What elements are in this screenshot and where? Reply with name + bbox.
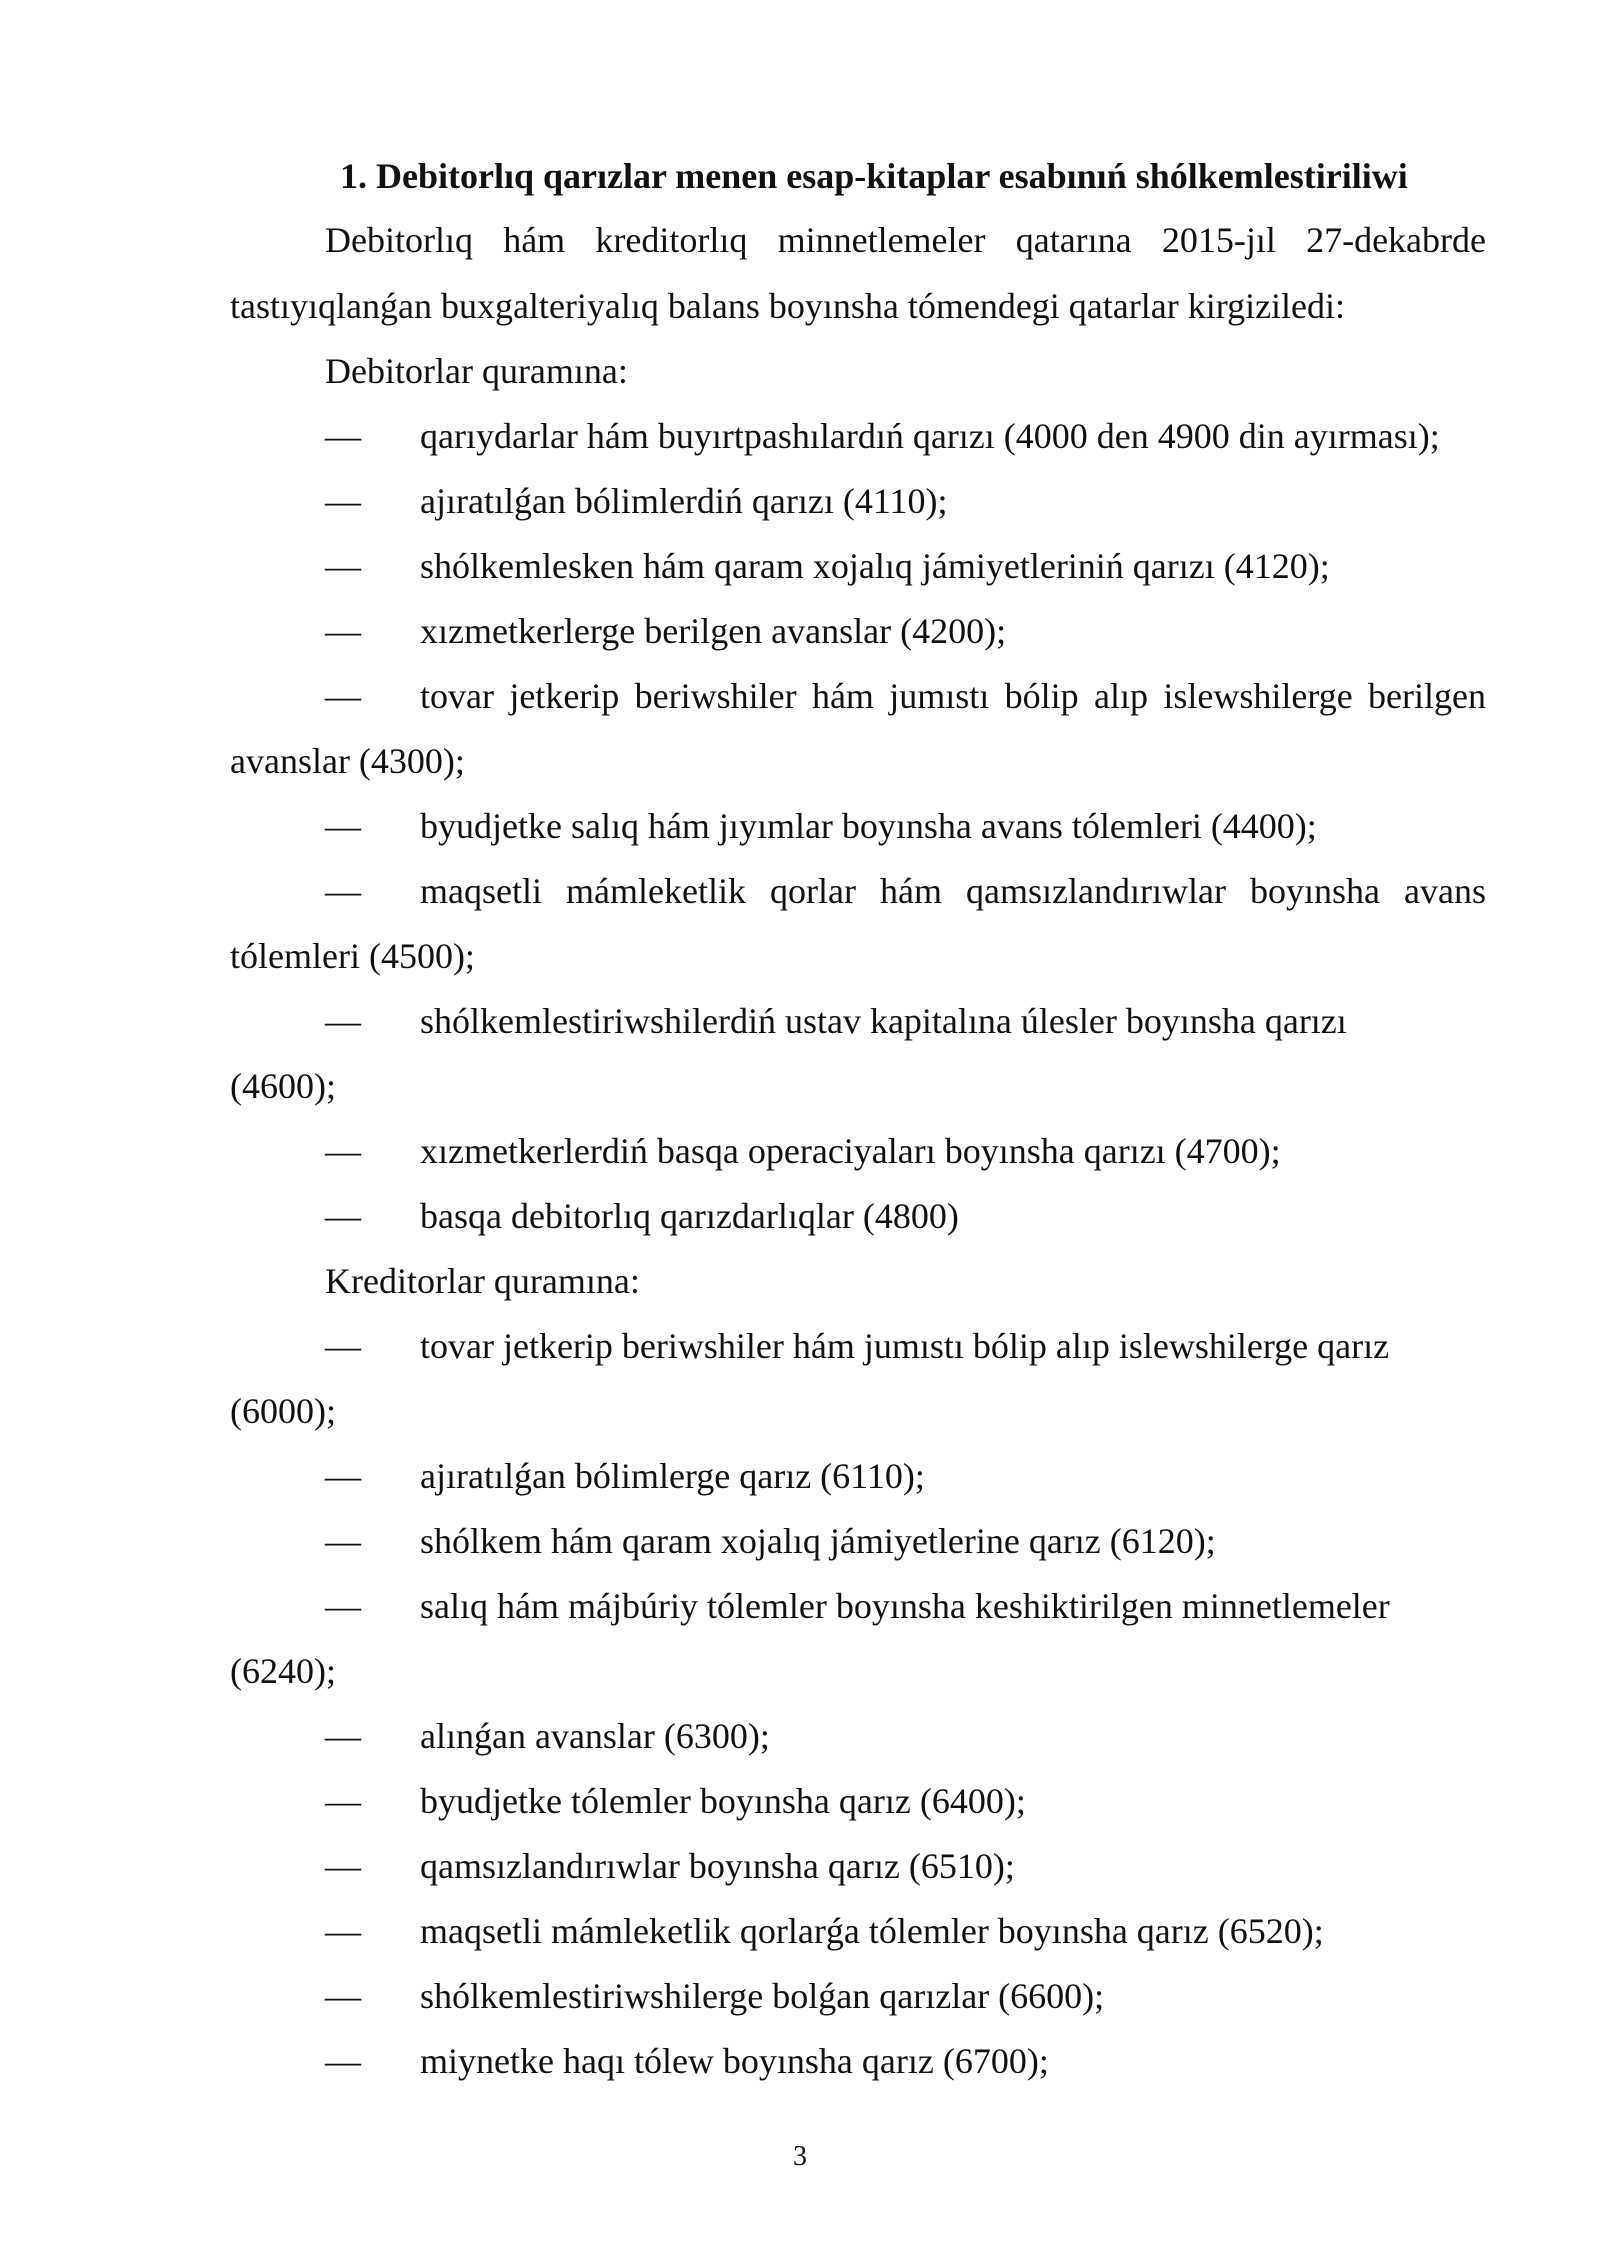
debtor-item: xızmetkerlerdiń basqa operaciyaları boyınsha qarızı (4700); [420,1131,1281,1171]
debtor-item: ajıratılǵan bólimlerdiń qarızı (4110); [420,481,948,521]
creditor-item: qamsızlandırıwlar boyınsha qarız (6510); [420,1846,1015,1886]
creditor-item: miynetke haqı tólew boyınsha qarız (6700); [420,2041,1049,2081]
debtor-item: qarıydarlar hám buyırtpashılardıń qarızı (4000 den 4900 din ayırması); [420,416,1440,456]
list-dash: — [325,1521,361,1561]
list-dash: — [325,1586,361,1626]
creditor-item: alınǵan avanslar (6300); [420,1716,770,1756]
debtor-item: maqsetli mámleketlik qorlar hám qamsızlandırıwlar boyınsha avans [420,871,1486,911]
list-dash: — [325,611,361,651]
debtor-item: tovar jetkerip beriwshiler hám jumıstı bólip alıp islewshilerge berilgen [420,676,1486,716]
creditor-item-continuation: (6000); [230,1391,336,1431]
creditor-item: maqsetli mámleketlik qorlarǵa tólemler boyınsha qarız (6520); [420,1911,1324,1951]
creditor-item: salıq hám májbúriy tólemler boyınsha keshiktirilgen minnetlemeler [420,1586,1390,1626]
list-dash: — [325,1131,361,1171]
list-dash: — [325,1976,361,2016]
page-number: 3 [793,2141,807,2172]
debtor-item: shólkemlestiriwshilerdiń ustav kapitalına úlesler boyınsha qarızı [420,1001,1347,1041]
list-dash: — [325,1001,361,1041]
list-dash: — [325,1716,361,1756]
list-dash: — [325,1781,361,1821]
debtor-item-continuation: avanslar (4300); [230,741,465,781]
debtor-item: xızmetkerlerge berilgen avanslar (4200); [420,611,1007,651]
list-dash: — [325,481,361,521]
list-dash: — [325,1911,361,1951]
creditor-item: shólkemlestiriwshilerge bolǵan qarızlar (6600); [420,1976,1105,2016]
list-dash: — [325,1326,361,1366]
debtor-item-continuation: (4600); [230,1066,336,1106]
section-heading: 1. Debitorlıq qarızlar menen esap-kitaplar esabınıń shólkemlestiriliwi [340,156,1408,196]
creditor-item: byudjetke tólemler boyınsha qarız (6400); [420,1781,1026,1821]
creditor-item: shólkem hám qaram xojalıq jámiyetlerine qarız (6120); [420,1521,1216,1561]
list-dash: — [325,1456,361,1496]
list-dash: — [325,1846,361,1886]
list-dash: — [325,806,361,846]
creditor-item: ajıratılǵan bólimlerge qarız (6110); [420,1456,925,1496]
debtor-item-continuation: tólemleri (4500); [230,936,475,976]
creditors-label: Kreditorlar quramına: [325,1261,640,1301]
debtor-item: byudjetke salıq hám jıyımlar boyınsha avans tólemleri (4400); [420,806,1317,846]
intro-line-2: tastıyıqlanǵan buxgalteriyalıq balans boyınsha tómendegi qatarlar kirgiziledi: [230,286,1346,326]
creditor-item: tovar jetkerip beriwshiler hám jumıstı bólip alıp islewshilerge qarız [420,1326,1390,1366]
creditor-item-continuation: (6240); [230,1651,336,1691]
debtor-item: shólkemlesken hám qaram xojalıq jámiyetleriniń qarızı (4120); [420,546,1330,586]
list-dash: — [325,416,361,456]
debtors-label: Debitorlar quramına: [325,351,628,391]
list-dash: — [325,2041,361,2081]
list-dash: — [325,676,361,716]
intro-line-1: Debitorlıq hám kreditorlıq minnetlemeler qatarına 2015-jıl 27-dekabrde [325,220,1486,260]
debtor-item: basqa debitorlıq qarızdarlıqlar (4800) [420,1196,959,1236]
list-dash: — [325,871,361,911]
list-dash: — [325,546,361,586]
list-dash: — [325,1196,361,1236]
